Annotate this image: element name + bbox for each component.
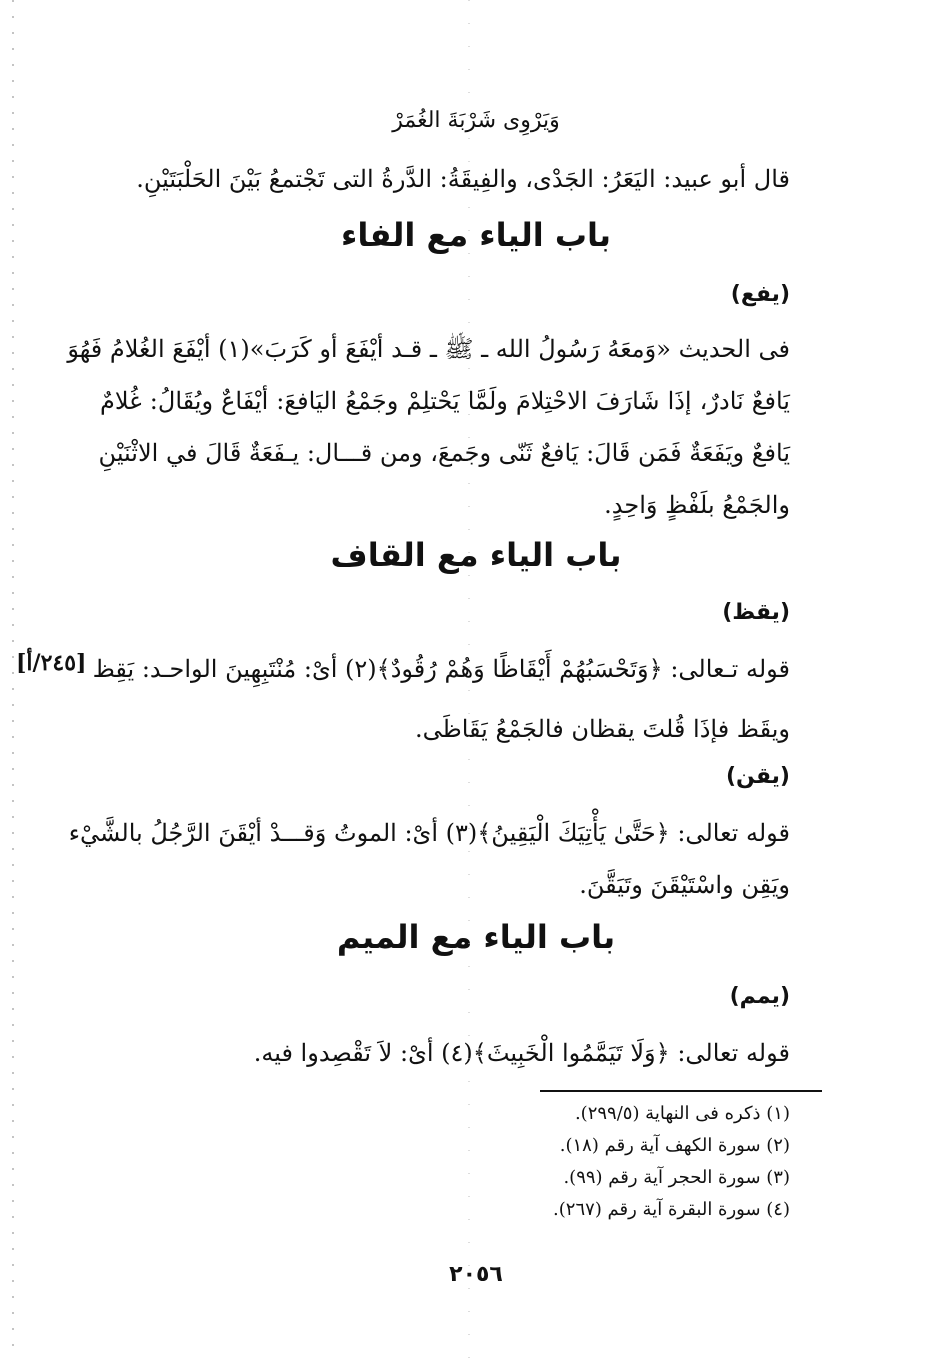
footnote-3: (٣) سورة الحجر آية رقم (٩٩).: [563, 1167, 790, 1188]
scan-edge-dots-left: [12, 0, 14, 1360]
chapter-heading-faa: باب الياء مع الفاء: [340, 216, 612, 254]
margin-folio-reference: [٢٤٥/أ]: [16, 650, 87, 676]
scan-center-dots: [468, 0, 470, 1360]
footnote-4: (٤) سورة البقرة آية رقم (٢٦٧).: [553, 1199, 790, 1220]
footnote-1: (١) ذكره فى النهاية (٢٩٩/٥).: [574, 1103, 790, 1124]
entry-title-yamam: (يمم): [729, 984, 790, 1009]
text-line: والجَمْعُ بلَفْظٍ وَاحِدٍ.: [604, 491, 790, 519]
text-line: قوله تعالى: ﴿وَلَا تَيَمَّمُوا الْخَبِيثَ﴾(٤) أىْ: لاَ تَقْصِدوا فيه.: [253, 1039, 790, 1067]
text-line: قوله تعالى: ﴿حَتَّىٰ يَأْتِيَكَ الْيَقِينُ﴾(٣) أىْ: الموتُ وَقـــدْ أيْقَنَ الرَّجُلُ بالشَّيْء: [68, 819, 790, 847]
text-line: ويَقِن واسْتَيْقَنَ وتَيَقَّنَ.: [579, 871, 790, 899]
page-number: ٢٠٥٦: [449, 1262, 503, 1287]
footnote-2: (٢) سورة الكهف آية رقم (١٨).: [559, 1135, 790, 1156]
entry-title-yafa: (يفع): [730, 282, 790, 307]
text-line: فى الحديث «وَمعَهُ رَسُولُ الله ـ ﷺ ـ قـد أيْفَعَ أو كَرَبَ»(١) أيْفَعَ الغُلامُ فَهُوَ: [67, 335, 790, 363]
chapter-heading-mim: باب الياء مع الميم: [336, 918, 616, 956]
poetry-verse: وَيَرْوِى شَرْبَةَ الغُمَرْ: [392, 108, 560, 133]
footnote-divider: [540, 1090, 822, 1092]
chapter-heading-qaf: باب الياء مع القاف: [330, 536, 622, 574]
text-line: يَافعٌ ويَفَعَةٌ فَمَن قَالَ: يَافعٌ ثَنّى وجَمعَ، ومن قـــال: يـفَعَةٌ قَالَ في الاثْنَيْنِ: [98, 439, 790, 467]
text-line: ويقَظ فإذَا قُلتَ يقظان فالجَمْعُ يَقَاظَى.: [414, 715, 790, 743]
entry-title-yaqin: (يقن): [725, 764, 790, 789]
entry-title-yaqiz: (يقظ): [722, 600, 790, 625]
text-line: قوله تـعالى: ﴿وَتَحْسَبُهُمْ أَيْقَاظًا وَهُمْ رُقُودٌ﴾(٢) أىْ: مُنْتَبِهِينَ الواحـد: يَقِظ: [92, 655, 790, 683]
text-line: يَافعٌ نَادرٌ، إذَا شَارَفَ الاحْتِلامَ ولَمَّا يَحْتلِمْ وجَمْعُ اليَافعَ: أيْفَاعٌ ويُقَالُ: غُلامٌ: [100, 387, 790, 415]
intro-line: قال أبو عبيد: اليَعَرُ: الجَدْى، والفِيقَةُ: الدَّرةُ التى تَجْتمعُ بَيْنَ الحَلْبَتَيْنِ.: [136, 165, 790, 193]
